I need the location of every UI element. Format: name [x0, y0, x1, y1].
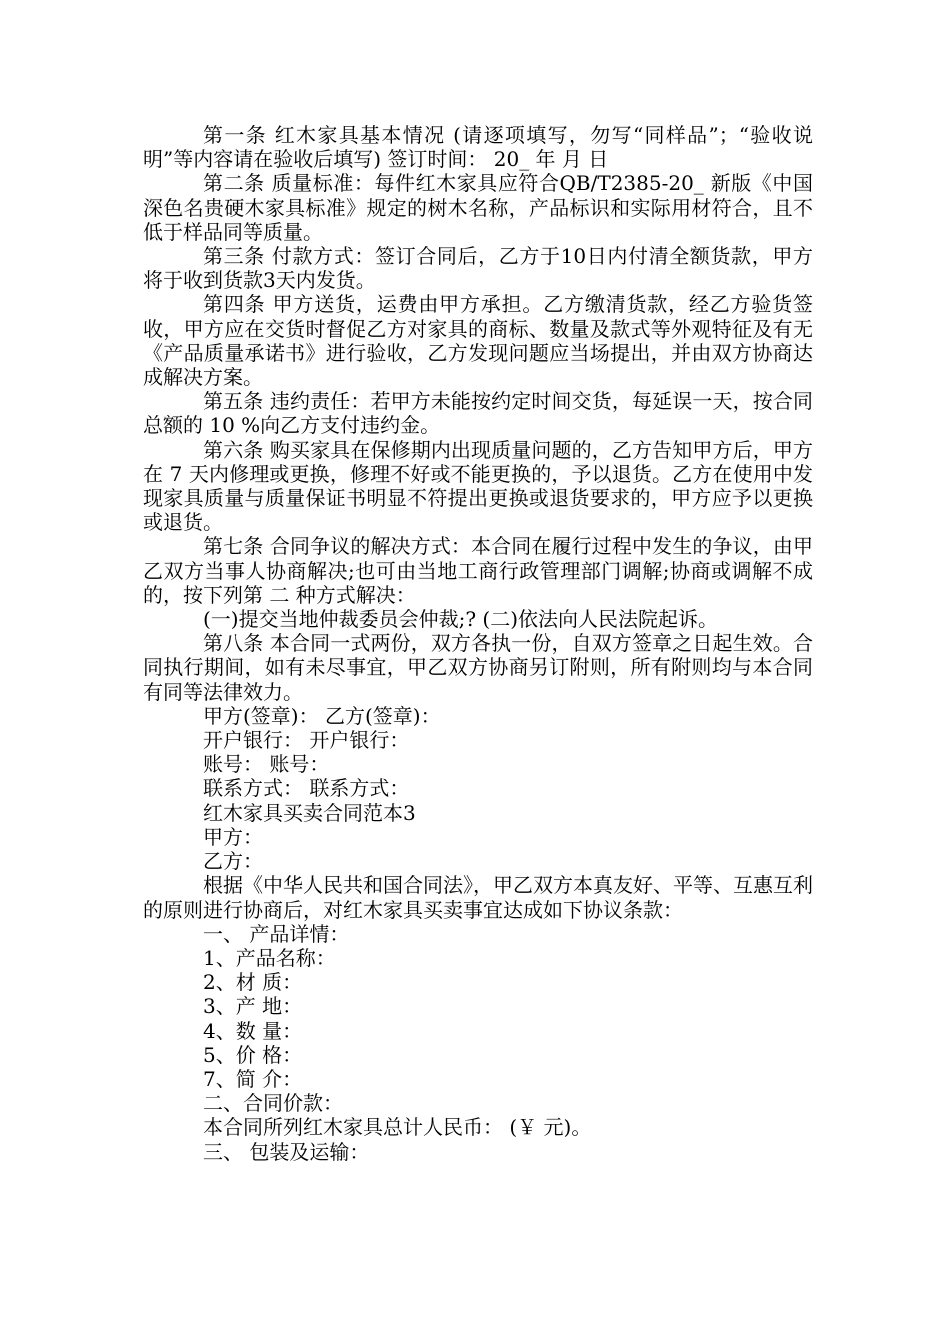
preamble: 根据《中华人民共和国合同法》，甲乙双方本真友好、平等、互惠互利的原则进行协商后，对红木家具买卖事宜达成如下协议条款： — [143, 873, 813, 922]
clause-4-delivery: 第四条 甲方送货，运费由甲方承担。乙方缴清货款，经乙方验货签收，甲方应在交货时督促乙方对家具的商标、数量及款式等外观特征及有无《产品质量承诺书》进行验收，乙方发现问题应当场提出，并由双方协商达成解决方案。 — [143, 292, 813, 390]
product-quantity: 4、数 量： — [203, 1018, 303, 1043]
clause-8-copies: 第八条 本合同一式两份，双方各执一份，自双方签章之日起生效。合同执行期间，如有未尽事宜，甲乙双方协商另订附则，所有附则均与本合同有同等法律效力。 — [143, 631, 813, 704]
clause-5-liability: 第五条 违约责任：若甲方未能按约定时间交货，每延误一天，按合同总额的 10 %向乙方支付违约金。 — [143, 389, 813, 438]
clause-1: 第一条 红木家具基本情况 (请逐项填写，勿写“同样品”；“验收说明”等内容请在验收后填写) 签订时间： 20_ 年 月 日 — [143, 123, 813, 172]
signature-line: 甲方(签章)： 乙方(签章)： — [203, 703, 441, 728]
clause-3-payment: 第三条 付款方式：签订合同后，乙方于10日内付清全额货款，甲方将于收到货款3天内发货。 — [143, 244, 813, 293]
party-b: 乙方： — [203, 849, 263, 874]
contact-line: 联系方式： 联系方式： — [203, 776, 410, 801]
section-2-heading: 二、合同价款： — [203, 1091, 343, 1116]
total-price: 本合同所列红木家具总计人民币： (￥ 元)。 — [203, 1115, 592, 1140]
clause-6-warranty: 第六条 购买家具在保修期内出现质量问题的，乙方告知甲方后，甲方在 7 天内修理或更换，修理不好或不能更换的，予以退货。乙方在使用中发现家具质量与质量保证书明显不符提出更换或退货要求的，甲方应予以更换或退货。 — [143, 437, 813, 535]
product-name: 1、产品名称： — [203, 945, 336, 970]
contract-page — [143, 123, 813, 1164]
clause-2-quality: 第二条 质量标准：每件红木家具应符合QB/T2385-20_ 新版《中国深色名贵硬木家具标准》规定的树木名称，产品标识和实际用材符合，且不低于样品同等质量。 — [143, 171, 813, 244]
section-1-heading: 一、 产品详情： — [203, 921, 350, 946]
product-price: 5、价 格： — [203, 1042, 303, 1067]
clause-7-dispute: 第七条 合同争议的解决方式：本合同在履行过程中发生的争议，由甲乙双方当事人协商解决;也可由当地工商行政管理部门调解;协商或调解不成的，按下列第 二 种方式解决： — [143, 534, 813, 607]
account-line: 账号： 账号： — [203, 752, 330, 777]
party-a: 甲方： — [203, 824, 263, 849]
product-origin: 3、产 地： — [203, 994, 303, 1019]
bank-line: 开户银行： 开户银行： — [203, 728, 410, 753]
product-intro: 7、简 介： — [203, 1066, 303, 1091]
section-3-heading: 三、 包装及运输： — [203, 1139, 370, 1164]
template-3-title: 红木家具买卖合同范本3 — [203, 800, 416, 825]
product-material: 2、材 质： — [203, 970, 303, 995]
dispute-options: (一)提交当地仲裁委员会仲裁;? (二)依法向人民法院起诉。 — [203, 607, 719, 632]
